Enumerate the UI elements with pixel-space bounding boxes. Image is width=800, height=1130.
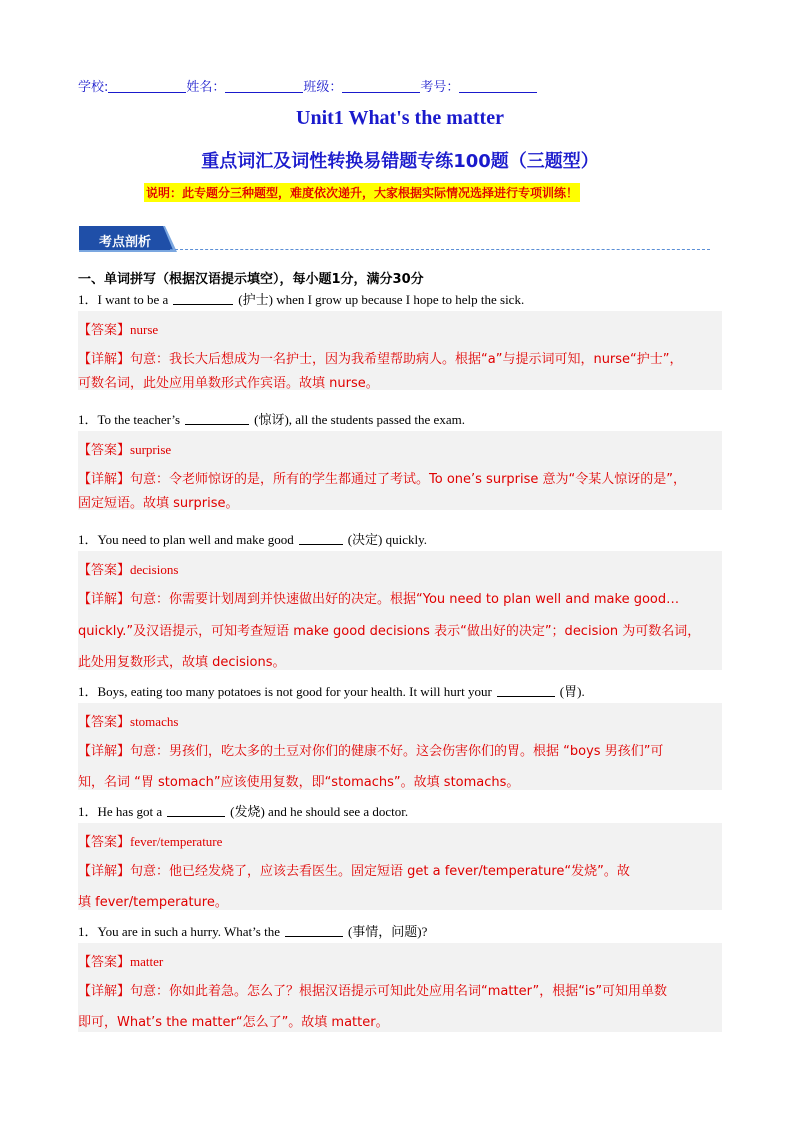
detail-line: quickly.”及汉语提示，可知考查短语 make good decisions 表示“做出好的决定”；decision 为可数名词， <box>78 624 701 639</box>
question-hint: (胃). <box>559 684 585 699</box>
question-text: To the teacher’s <box>97 412 181 427</box>
detail-tag: 【详解】 <box>78 984 131 999</box>
detail-tag: 【详解】 <box>78 472 131 487</box>
answer-blank <box>285 924 343 937</box>
answer-box-3 <box>78 551 722 670</box>
answer-box-2 <box>78 431 722 510</box>
title-english: Unit1 What's the matter <box>296 107 504 129</box>
answer-value: stomachs <box>130 714 179 729</box>
detail-tag: 【详解】 <box>78 744 131 759</box>
question-number: 1． <box>78 804 98 819</box>
section-tab-label: 考点剖析 <box>99 235 152 250</box>
question-1 <box>78 289 718 308</box>
number-label: 考号： <box>420 80 460 95</box>
detail-line: 填 fever/temperature。 <box>78 895 228 910</box>
answer-tag: 【答案】 <box>78 715 131 730</box>
detail-line: 句意：我长大后想成为一名护士，因为我希望帮助病人。根据“a”与提示词可知，nurse“护士”， <box>130 352 683 367</box>
detail-line: 此处用复数形式，故填 decisions。 <box>78 655 286 670</box>
name-blank <box>225 79 303 93</box>
question-text: He has got a <box>97 804 163 819</box>
school-blank <box>108 79 186 93</box>
answer-box-6 <box>78 943 722 1032</box>
part-heading: 一、单词拼写（根据汉语提示填空），每小题1分，满分30分 <box>78 272 424 287</box>
answer-tag: 【答案】 <box>78 323 131 338</box>
question-number: 1． <box>78 532 98 547</box>
answer-tag: 【答案】 <box>78 563 131 578</box>
answer-blank <box>299 532 343 545</box>
class-blank <box>342 79 420 93</box>
detail-line: 句意：令老师惊讶的是，所有的学生都通过了考试。To one’s surprise 意为“令某人惊讶的是”， <box>130 472 687 487</box>
detail-line: 句意：你需要计划周到并快速做出好的决定。根据“You need to plan well and make good… <box>130 592 680 607</box>
detail-line: 句意：你如此着急。怎么了？根据汉语提示可知此处应用名词“matter”，根据“is”可知用单数 <box>130 984 668 999</box>
detail-line: 句意：男孩们，吃太多的土豆对你们的健康不好。这会伤害你们的胃。根据 “boys 男孩们”可 <box>130 744 664 759</box>
detail-tag: 【详解】 <box>78 352 131 367</box>
answer-box-5 <box>78 823 722 910</box>
question-4 <box>78 681 718 700</box>
answer-value: nurse <box>130 322 159 337</box>
question-2 <box>78 409 718 428</box>
answer-box-4 <box>78 703 722 790</box>
detail-tag: 【详解】 <box>78 864 131 879</box>
answer-blank <box>167 804 225 817</box>
student-info-line <box>78 76 558 95</box>
answer-blank <box>497 684 555 697</box>
detail-tag: 【详解】 <box>78 592 131 607</box>
answer-box-1 <box>78 311 722 390</box>
question-number: 1． <box>78 292 98 307</box>
answer-tag: 【答案】 <box>78 955 131 970</box>
question-3 <box>78 529 718 548</box>
dashed-divider <box>170 249 710 250</box>
question-5 <box>78 801 718 820</box>
instruction-note: 说明：此专题分三种题型，难度依次递升，大家根据实际情况选择进行专项训练！ <box>144 183 580 202</box>
question-number: 1． <box>78 924 98 939</box>
answer-blank <box>173 292 233 305</box>
question-text: You need to plan well and make good <box>97 532 294 547</box>
question-6 <box>78 921 718 940</box>
school-label: 学校: <box>78 80 109 95</box>
question-text: I want to be a <box>97 292 169 307</box>
question-number: 1． <box>78 412 98 427</box>
name-label: 姓名： <box>186 80 226 95</box>
section-tab <box>79 226 177 252</box>
answer-value: surprise <box>130 442 172 457</box>
answer-value: matter <box>130 954 164 969</box>
detail-line: 即可，What’s the matter“怎么了”。故填 matter。 <box>78 1015 389 1030</box>
answer-blank <box>185 412 249 425</box>
answer-tag: 【答案】 <box>78 443 131 458</box>
question-hint: (决定) quickly. <box>347 532 428 547</box>
question-hint: (护士) when I grow up because I hope to help the sick. <box>238 292 525 307</box>
answer-value: fever/temperature <box>130 834 223 849</box>
question-hint: (事情，问题)? <box>347 924 428 939</box>
answer-tag: 【答案】 <box>78 835 131 850</box>
class-label: 班级： <box>303 80 343 95</box>
detail-line: 句意：他已经发烧了，应该去看医生。固定短语 get a fever/temperature“发烧”。故 <box>130 864 630 879</box>
question-text: Boys, eating too many potatoes is not good for your health. It will hurt your <box>97 684 492 699</box>
detail-line: 可数名词，此处应用单数形式作宾语。故填 nurse。 <box>78 376 379 391</box>
title-chinese: 重点词汇及词性转换易错题专练100题（三题型） <box>201 151 599 172</box>
detail-line: 固定短语。故填 surprise。 <box>78 496 239 511</box>
question-text: You are in such a hurry. What’s the <box>97 924 280 939</box>
question-number: 1． <box>78 684 98 699</box>
number-blank <box>459 79 537 93</box>
answer-value: decisions <box>130 562 179 577</box>
question-hint: (发烧) and he should see a doctor. <box>230 804 409 819</box>
question-hint: (惊讶), all the students passed the exam. <box>254 412 465 427</box>
detail-line: 知，名词 “胃 stomach”应该使用复数，即“stomachs”。故填 stomachs。 <box>78 775 520 790</box>
